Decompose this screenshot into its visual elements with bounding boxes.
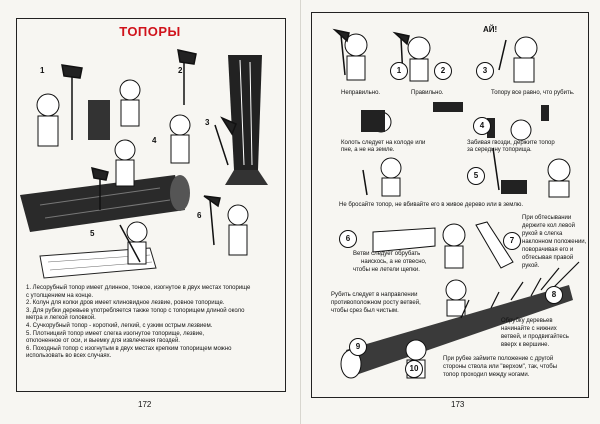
figure-number-3: 3 bbox=[205, 118, 210, 127]
figure-number-1: 1 bbox=[40, 66, 45, 75]
caption-position-line-2: стороны ствола или "верхом", так, чтобы bbox=[443, 364, 558, 370]
legend-line: 2. Колун для колки дров имеет клиновидное лезвие, ровное топорище. bbox=[26, 300, 225, 307]
caption-nails-line-1: Забивая гвозди, держите топор bbox=[467, 140, 555, 146]
caption-position-line-3: топор проходил между ногами. bbox=[443, 372, 530, 378]
caption-cut-direction-line-1: Рубить следует в направлении bbox=[331, 292, 418, 298]
caption-stake-line-1: При обтесывании bbox=[522, 215, 572, 221]
caption-cut-direction-line-3: чтобы срез был чистым. bbox=[331, 308, 399, 314]
circled-number-5: 5 bbox=[467, 167, 485, 185]
circled-number-10: 10 bbox=[405, 360, 423, 378]
circled-number-8: 8 bbox=[545, 286, 563, 304]
caption-split-line-2: пне, а не на земле. bbox=[341, 147, 395, 153]
page-number: 173 bbox=[451, 400, 465, 409]
legend-line: с утолщением на конце. bbox=[26, 292, 94, 299]
exclamation: АЙ! bbox=[483, 25, 498, 34]
legend-line: 5. Плотницкий топор имеет слегка изогнутое топорище, лезвие, bbox=[26, 330, 205, 337]
caption-lower-branches-line-4: вверх к вершине. bbox=[501, 342, 550, 348]
right-page bbox=[300, 0, 600, 424]
figure-number-5: 5 bbox=[90, 229, 95, 238]
legend-line: использовать во всех случаях. bbox=[26, 353, 112, 360]
circled-number-3: 3 bbox=[476, 62, 494, 80]
caption-axe-indifferent: Топору все равно, что рубить. bbox=[491, 90, 575, 96]
caption-stake-line-5: поворачивая его и bbox=[522, 247, 574, 253]
circled-number-6: 6 bbox=[339, 230, 357, 248]
caption-branches-line-1: Ветви следует обрубать bbox=[353, 251, 421, 257]
circled-number-9: 9 bbox=[349, 338, 367, 356]
circled-number-4: 4 bbox=[473, 117, 491, 135]
figure-number-4: 4 bbox=[152, 136, 157, 145]
caption-branches-line-2: наискось, а не отвесно, bbox=[361, 259, 427, 265]
legend-line: 3. Для рубки деревьев употребляется также топор с топорищем длиной около bbox=[26, 307, 245, 314]
caption-stake-line-7: рукой. bbox=[522, 263, 540, 269]
caption-right: Правильно. bbox=[411, 90, 444, 96]
caption-stake-line-2: держите кол левой bbox=[522, 223, 575, 229]
caption-lower-branches-line-1: Обрубку деревьев bbox=[501, 318, 553, 324]
caption-stake-line-3: рукой в слегка bbox=[522, 231, 563, 237]
caption-lower-branches-line-2: начинайте с нижних bbox=[501, 326, 557, 332]
caption-lower-branches-line-3: ветвей, и продвигайтесь bbox=[501, 334, 569, 340]
caption-cut-direction-line-2: противоположном росту ветвей, bbox=[331, 300, 421, 306]
caption-branches-line-3: чтобы не летели щепки. bbox=[353, 267, 420, 273]
page-title: ТОПОРЫ bbox=[119, 24, 181, 39]
legend-line: 1. Лесорубный топор имеет длинное, тонкое, изогнутое в двух местах топорище bbox=[26, 285, 251, 291]
page-number: 172 bbox=[138, 400, 152, 409]
circled-number-1: 1 bbox=[390, 62, 408, 80]
caption-wrong: Неправильно. bbox=[341, 90, 381, 96]
caption-stake-line-4: наклонном положении, bbox=[522, 239, 587, 245]
caption-dont-throw: Не бросайте топор, не вбивайте его в живое дерево или в землю. bbox=[339, 202, 524, 208]
caption-position-line-1: При рубке займите положение с другой bbox=[443, 356, 554, 362]
legend-line: 4. Сучкорубный топор - короткий, легкий, с узким острым лезвием. bbox=[26, 322, 213, 329]
figure-number-6: 6 bbox=[197, 211, 202, 220]
legend-line: метра и легкой головкой. bbox=[26, 315, 96, 322]
circled-number-7: 7 bbox=[503, 232, 521, 250]
caption-split-line-1: Колоть следует на колоде или bbox=[341, 140, 426, 146]
legend-line: отклоненное от оси, и выемку для извлечения гвоздей. bbox=[26, 338, 180, 345]
figure-number-2: 2 bbox=[178, 66, 183, 75]
legend-line: 6. Походный топор с изогнутым в двух местах крепким топорищем можно bbox=[26, 345, 232, 352]
caption-stake-line-6: обтесывая правой bbox=[522, 255, 574, 261]
legend bbox=[26, 285, 276, 361]
circled-number-2: 2 bbox=[434, 62, 452, 80]
caption-nails-line-2: за середину топорища. bbox=[467, 147, 532, 153]
